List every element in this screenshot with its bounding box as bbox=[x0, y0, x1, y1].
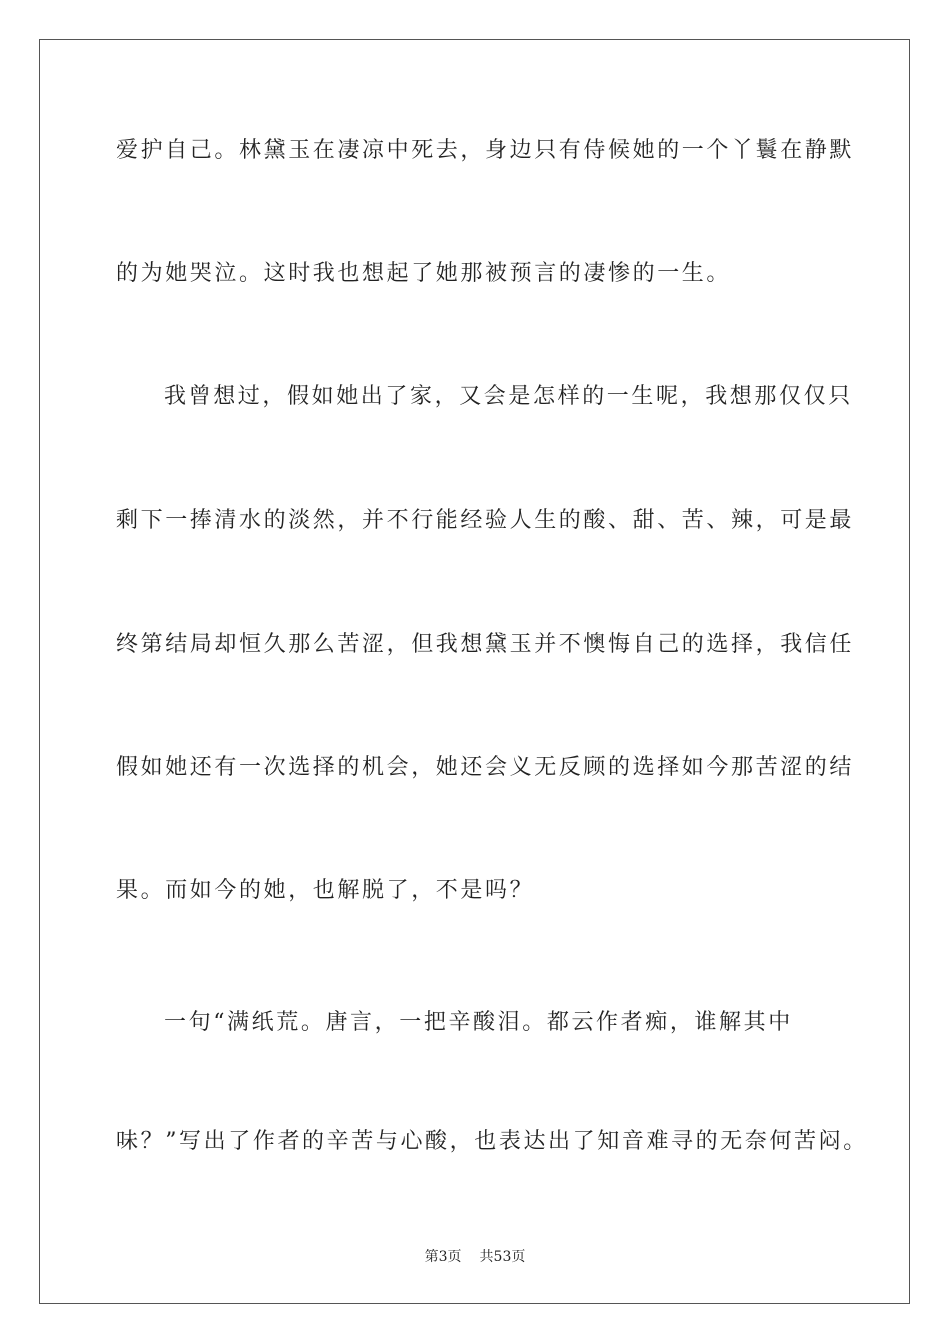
page-footer bbox=[0, 1248, 950, 1266]
text-line-2: 的为她哭泣。这时我也想起了她那被预言的凄惨的一生。 bbox=[116, 261, 732, 286]
text-line-8: 一句“满纸荒。唐言，一把辛酸泪。都云作者痴，谁解其中 bbox=[164, 1010, 793, 1035]
total-pages: 共53页 bbox=[479, 1249, 526, 1265]
text-line-1: 爱护自己。林黛玉在凄凉中死去，身边只有侍候她的一个丫鬟在静默 bbox=[116, 138, 855, 163]
page-border bbox=[39, 39, 910, 1304]
text-line-9: 味？”写出了作者的辛苦与心酸，也表达出了知音难寻的无奈何苦闷。 bbox=[116, 1129, 868, 1154]
text-line-6: 假如她还有一次选择的机会，她还会义无反顾的选择如今那苦涩的结 bbox=[116, 755, 855, 780]
text-line-4: 剩下一捧清水的淡然，并不行能经验人生的酸、甜、苦、辣，可是最 bbox=[116, 508, 855, 533]
text-line-3: 我曾想过，假如她出了家，又会是怎样的一生呢，我想那仅仅只 bbox=[164, 384, 853, 409]
text-line-5: 终第结局却恒久那么苦涩，但我想黛玉并不懊悔自己的选择，我信任 bbox=[116, 632, 855, 657]
page-number: 第3页 bbox=[424, 1249, 462, 1265]
text-line-7: 果。而如今的她，也解脱了，不是吗？ bbox=[116, 878, 535, 903]
